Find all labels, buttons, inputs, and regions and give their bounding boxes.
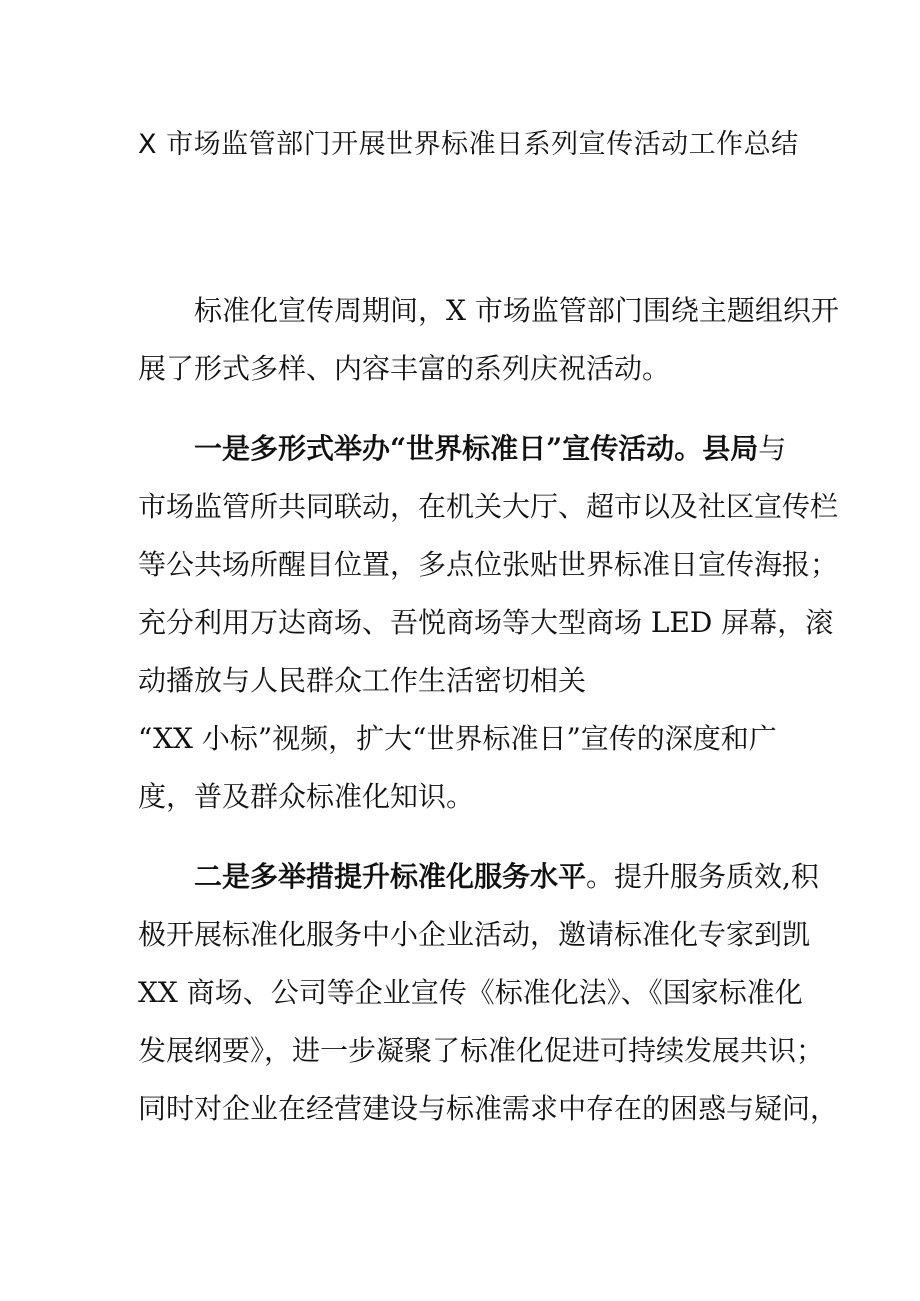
paragraph-line: 度，普及群众标准化知识。 xyxy=(138,780,475,813)
paragraph-line: 市场监管所共同联动，在机关大厅、超市以及社区宣传栏 xyxy=(138,490,839,523)
paragraph-line: 等公共场所醒目位置，多点位张贴世界标准日宣传海报； xyxy=(138,548,839,581)
paragraph-lead-rest: 与 xyxy=(758,432,787,465)
paragraph-line: 极开展标准化服务中小企业活动，邀请标准化专家到凯 xyxy=(138,918,811,951)
paragraph-publicity xyxy=(138,420,839,826)
paragraph-line: 充分利用万达商场、吾悦商场等大型商场 LED 屏幕，滚 xyxy=(138,606,834,639)
paragraph-first-line xyxy=(138,848,819,906)
paragraph-lead-heading: 一是多形式举办“世界标准日”宣传活动。县局 xyxy=(194,432,759,465)
paragraph-first-line xyxy=(138,420,798,478)
document-title: X 市场监管部门开展世界标准日系列宣传活动工作总结 xyxy=(138,129,799,160)
paragraph-line: 标准化宣传周期间，X 市场监管部门围绕主题组织开 xyxy=(194,294,839,327)
paragraph-line: XX 商场、公司等企业宣传《标准化法》、《国家标准化 xyxy=(138,976,803,1009)
paragraph-line: “XX 小标”视频，扩大“世界标准日”宣传的深度和广 xyxy=(138,722,777,755)
paragraph-lead-heading: 二是多举措提升标准化服务水平 xyxy=(194,860,587,893)
paragraph-service xyxy=(138,848,839,1138)
paragraph-intro xyxy=(138,282,839,398)
paragraph-line: 发展纲要》，进一步凝聚了标准化促进可持续发展共识； xyxy=(138,1034,825,1067)
paragraph-lead-rest: 。提升服务质效,积 xyxy=(586,860,819,893)
paragraph-line: 动播放与人民群众工作生活密切相关 xyxy=(138,664,587,697)
paragraph-line: 展了形式多样、内容丰富的系列庆祝活动。 xyxy=(138,352,671,385)
paragraph-line: 同时对企业在经营建设与标准需求中存在的困惑与疑问， xyxy=(138,1092,839,1125)
